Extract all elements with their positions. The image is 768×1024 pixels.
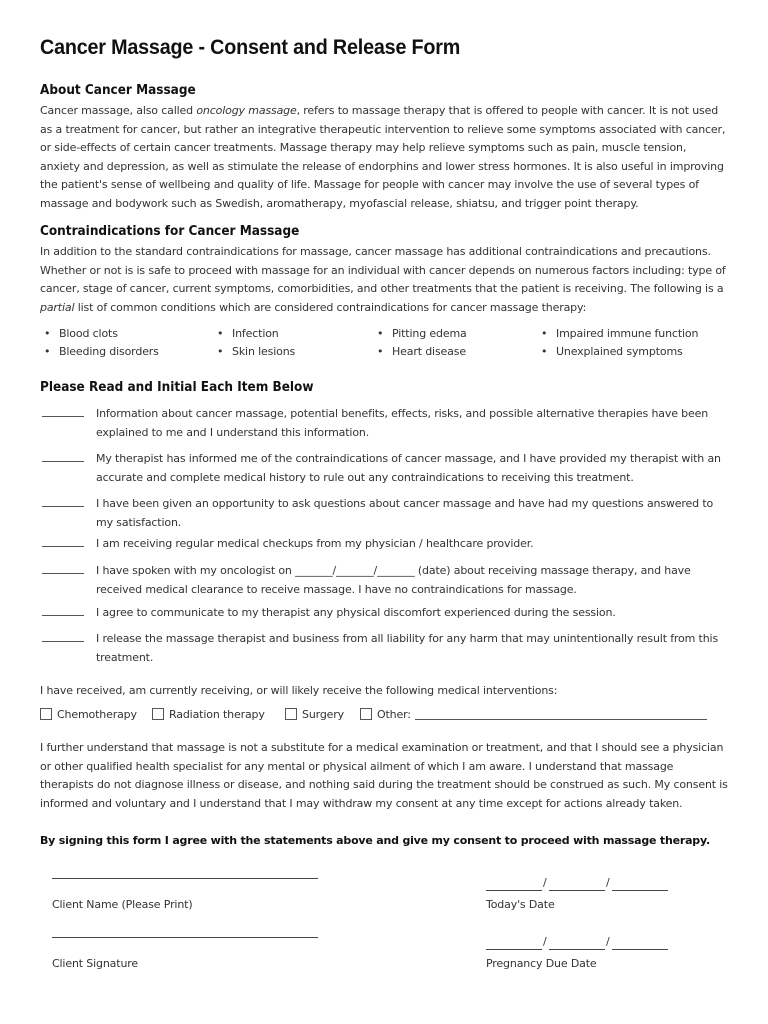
date-separator: / xyxy=(606,876,610,889)
contraindication-item: • Infection xyxy=(217,325,295,343)
other-label: Other: xyxy=(377,707,411,721)
initial-blank[interactable] xyxy=(42,546,84,547)
contraindication-column xyxy=(541,325,698,361)
contraindication-item: • Heart disease xyxy=(377,343,467,361)
contra-text-end: list of common conditions which are considered contraindications for cancer massage therapy: xyxy=(74,300,587,314)
contraindication-column xyxy=(217,325,295,361)
interventions-lead: I have received, am currently receiving, or will likely receive the following medical interventions: xyxy=(40,684,558,697)
chemotherapy-checkbox[interactable] xyxy=(40,708,52,720)
initial-blank[interactable] xyxy=(42,416,84,417)
date-year-segment[interactable] xyxy=(612,878,668,891)
todays-date-label: Today's Date xyxy=(486,898,555,911)
contraindication-item: • Blood clots xyxy=(44,325,159,343)
pregnancy-due-date-line[interactable] xyxy=(486,937,668,951)
about-text-emphasis: oncology massage xyxy=(196,104,297,117)
date-day-segment[interactable] xyxy=(549,878,605,891)
about-text-start: Cancer massage, also called xyxy=(40,104,197,117)
initial-item-text: I have spoken with my oncologist on _______/_______/_______ (date) about receiving massage therapy, and have received medical clearance to receive massage. I have no contraindications for massage. xyxy=(96,564,691,596)
about-text-end: , refers to massage therapy that is offered to people with cancer. It is not used as a treatment for cancer, but rather an integrative therapeutic intervention to relieve some symptoms associated with cancer, or side-effects of certain cancer treatments. Massage therapy may help relieve symptoms such as pain, muscle tension, anxiety and depression, as well as stimulate the release of endorphins and lower stress hormones. It is also useful in improving the patient's sense of wellbeing and quality of life. Massage for people with cancer may involve the use of several types of massage and bodywork such as Swedish, aromatherapy, myofascial release, shiatsu, and trigger point therapy. xyxy=(40,104,726,210)
client-signature-line[interactable] xyxy=(52,937,318,938)
initial-items-heading: Please Read and Initial Each Item Below xyxy=(40,380,314,395)
interventions-options xyxy=(40,704,740,724)
initial-item-text: I agree to communicate to my therapist any physical discomfort experienced during the session. xyxy=(96,606,616,619)
client-name-line[interactable] xyxy=(52,878,318,879)
contraindication-item: • Skin lesions xyxy=(217,343,295,361)
contraindications-paragraph xyxy=(40,243,728,317)
client-name-label: Client Name (Please Print) xyxy=(52,898,193,911)
date-month-segment[interactable] xyxy=(486,878,542,891)
contraindication-column xyxy=(377,325,467,361)
contraindication-column xyxy=(44,325,159,361)
chemotherapy-option[interactable] xyxy=(40,704,137,724)
initial-item-text: I have been given an opportunity to ask questions about cancer massage and have had my questions answered to my satisfaction. xyxy=(96,497,714,529)
contra-text-start: In addition to the standard contraindications for massage, cancer massage has additional contraindications and precautions. Whether or not is is safe to proceed with massage for an individual with cancer depends on numerous factors including: type of cancer, stage of cancer, current symptoms, comorbidities, and other treatments that the patient is receiving. The following is a xyxy=(40,245,726,295)
contraindication-list xyxy=(44,325,744,365)
contraindication-item: • Impaired immune function xyxy=(541,325,698,343)
about-paragraph xyxy=(40,102,728,213)
surgery-option[interactable] xyxy=(285,704,344,724)
chemotherapy-label: Chemotherapy xyxy=(57,707,137,721)
other-checkbox[interactable] xyxy=(360,708,372,720)
date-separator: / xyxy=(543,876,547,889)
initial-item-text: I release the massage therapist and business from all liability for any harm that may unintentionally result from this treatment. xyxy=(96,632,719,664)
initial-blank[interactable] xyxy=(42,461,84,462)
initial-blank[interactable] xyxy=(42,506,84,507)
agreement-statement: By signing this form I agree with the statements above and give my consent to proceed with massage therapy. xyxy=(40,834,710,847)
date-separator: / xyxy=(543,935,547,948)
other-option[interactable] xyxy=(360,704,707,724)
about-heading: About Cancer Massage xyxy=(40,83,196,98)
date-separator: / xyxy=(606,935,610,948)
radiation-therapy-label: Radiation therapy xyxy=(169,707,265,721)
pregnancy-due-date-label: Pregnancy Due Date xyxy=(486,957,597,970)
contraindication-item: • Unexplained symptoms xyxy=(541,343,698,361)
initial-item-text: I am receiving regular medical checkups from my physician / healthcare provider. xyxy=(96,537,534,550)
radiation-therapy-checkbox[interactable] xyxy=(152,708,164,720)
understanding-paragraph: I further understand that massage is not a substitute for a medical examination or treatment, and that I should see a physician or other qualified health specialist for any mental or physical ailment of which I am aware. I understand that massage therapists do not diagnose illness or disease, and nothing said during the treatment should be construed as such. My consent is informed and voluntary and I understand that I may withdraw my consent at any time except for actions already taken. xyxy=(40,741,728,810)
page-title: Cancer Massage - Consent and Release Form xyxy=(40,36,461,59)
contraindication-item: • Bleeding disorders xyxy=(44,343,159,361)
initial-blank[interactable] xyxy=(42,615,84,616)
initial-blank[interactable] xyxy=(42,573,84,574)
contraindication-item: • Pitting edema xyxy=(377,325,467,343)
client-signature-label: Client Signature xyxy=(52,957,139,970)
contra-text-emphasis: partial xyxy=(40,300,75,314)
initial-item-text: Information about cancer massage, potential benefits, effects, risks, and possible alternative therapies have been explained to me and I understand this information. xyxy=(96,407,709,439)
todays-date-line[interactable] xyxy=(486,878,668,892)
date-month-segment[interactable] xyxy=(486,937,542,950)
surgery-label: Surgery xyxy=(302,707,345,721)
other-text-line[interactable] xyxy=(415,709,707,720)
radiation-therapy-option[interactable] xyxy=(152,704,265,724)
initial-item-text: My therapist has informed me of the contraindications of cancer massage, and I have provided my therapist with an accurate and complete medical history to rule out any contraindications to receiving this treatment. xyxy=(96,452,721,484)
surgery-checkbox[interactable] xyxy=(285,708,297,720)
date-year-segment[interactable] xyxy=(612,937,668,950)
contraindications-heading: Contraindications for Cancer Massage xyxy=(40,224,300,239)
initial-blank[interactable] xyxy=(42,641,84,642)
date-day-segment[interactable] xyxy=(549,937,605,950)
